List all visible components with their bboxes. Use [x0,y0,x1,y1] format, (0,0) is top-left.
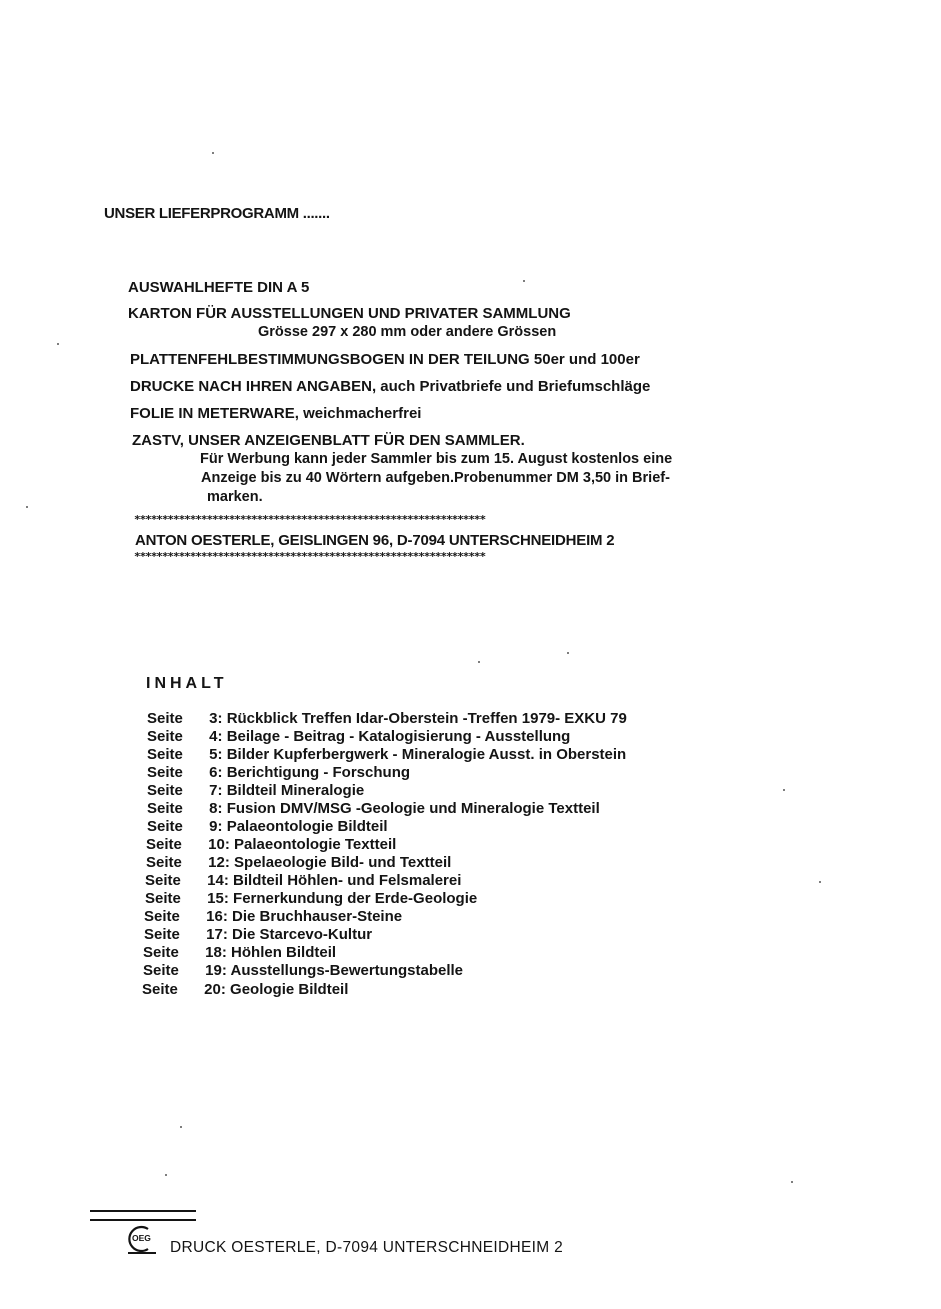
toc-page-number: 6: [209,764,223,781]
toc-title: Spelaeologie Bild- und Textteil [234,854,452,871]
toc-entry [143,962,463,980]
scan-speck [26,506,28,508]
toc-page-number: 12: [208,854,230,871]
printer-imprint: DRUCK OESTERLE, D-7094 UNTERSCHNEIDHEIM 2 [170,1239,563,1256]
toc-seite-label: Seite [147,746,183,763]
oeg-logo-text: OEG [132,1233,151,1243]
scan-speck [783,789,785,791]
toc-entry [147,818,388,836]
toc-seite-label: Seite [146,854,182,871]
toc-seite-label: Seite [147,710,183,727]
toc-title: Fernerkundung der Erde-Geologie [233,890,478,907]
scan-speck [819,881,821,883]
toc-entry [145,872,461,890]
star-rule-bottom: *************************************************************** [134,550,486,563]
oeg-logo [126,1225,160,1255]
toc-seite-label: Seite [144,926,180,943]
footer-rule-bottom [90,1219,196,1221]
toc-seite-label: Seite [147,782,183,799]
toc-seite-label: Seite [143,944,179,961]
toc-page-number: 19: [205,962,227,979]
toc-entry [143,944,336,962]
toc-title: Bildteil Höhlen- und Felsmalerei [233,872,462,889]
toc-seite-label: Seite [144,908,180,925]
toc-entry [147,728,570,746]
toc-title: Fusion DMV/MSG -Geologie und Mineralogie Textteil [226,800,600,817]
toc-entry [144,908,402,926]
toc-entry [144,926,372,944]
program-item-auswahlhefte: AUSWAHLHEFTE DIN A 5 [128,279,310,296]
toc-title: Berichtigung - Forschung [226,764,411,781]
toc-page-number: 17: [206,926,228,943]
toc-entry [142,981,348,999]
toc-seite-label: Seite [145,872,181,889]
toc-page-number: 8: [209,800,223,817]
page-heading: UNSER LIEFERPROGRAMM ....... [104,205,330,222]
toc-title: Beilage - Beitrag - Katalogisierung - Ausstellung [226,728,571,745]
toc-title: Rückblick Treffen Idar-Oberstein -Treffen 1979- EXKU 79 [226,710,627,727]
toc-seite-label: Seite [142,981,178,998]
toc-page-number: 16: [206,908,228,925]
program-item-plattenfehl: PLATTENFEHLBESTIMMUNGSBOGEN IN DER TEILUNG 50er und 100er [130,351,640,368]
program-item-zastv-detail-3: marken. [207,489,263,505]
toc-page-number: 18: [205,944,227,961]
toc-title: Die Starcevo-Kultur [232,926,373,943]
program-item-zastv: ZASTV, UNSER ANZEIGENBLATT FÜR DEN SAMMLER. [132,432,525,449]
toc-title: Bilder Kupferbergwerk - Mineralogie Ausst. in Oberstein [226,746,627,763]
toc-seite-label: Seite [143,962,179,979]
program-item-zastv-detail-1: Für Werbung kann jeder Sammler bis zum 15. August kostenlos eine [200,451,673,467]
scan-speck [212,152,214,154]
scan-speck [165,1174,167,1176]
toc-seite-label: Seite [147,818,183,835]
toc-entry [146,854,451,872]
toc-title: Palaeontologie Bildteil [226,818,388,835]
contact-address: ANTON OESTERLE, GEISLINGEN 96, D-7094 UNTERSCHNEIDHEIM 2 [135,532,615,549]
toc-seite-label: Seite [146,836,182,853]
toc-entry [147,782,364,800]
scan-speck [523,280,525,282]
toc-page-number: 14: [207,872,229,889]
program-item-zastv-detail-2: Anzeige bis zu 40 Wörtern aufgeben.Probenummer DM 3,50 in Brief- [201,470,670,486]
program-item-folie: FOLIE IN METERWARE, weichmacherfrei [130,405,422,422]
scan-speck [57,343,59,345]
toc-page-number: 7: [209,782,223,799]
star-rule-top: *************************************************************** [134,513,486,526]
footer-rule-top [90,1210,196,1212]
toc-title: Bildteil Mineralogie [226,782,365,799]
toc-page-number: 3: [209,710,223,727]
toc-page-number: 9: [209,818,223,835]
toc-entry [147,800,600,818]
toc-seite-label: Seite [147,728,183,745]
toc-entry [147,764,410,782]
toc-page-number: 15: [207,890,229,907]
oeg-logo-mark [126,1225,160,1255]
toc-entry [147,746,626,764]
toc-title: Die Bruchhauser-Steine [232,908,403,925]
scan-speck [567,652,569,654]
program-item-karton-detail: Grösse 297 x 280 mm oder andere Grössen [258,324,557,340]
scan-speck [180,1126,182,1128]
toc-page-number: 5: [209,746,223,763]
toc-title: Geologie Bildteil [230,981,349,998]
program-item-drucke: DRUCKE NACH IHREN ANGABEN, auch Privatbriefe und Briefumschläge [130,378,651,395]
toc-entry [146,836,396,854]
program-item-karton: KARTON FÜR AUSSTELLUNGEN UND PRIVATER SAMMLUNG [128,305,571,322]
toc-seite-label: Seite [147,800,183,817]
toc-title: Palaeontologie Textteil [234,836,397,853]
toc-seite-label: Seite [145,890,181,907]
toc-page-number: 10: [208,836,230,853]
scan-speck [478,661,480,663]
contents-heading: INHALT [146,675,228,692]
toc-entry [147,710,627,728]
toc-title: Ausstellungs-Bewertungstabelle [230,962,464,979]
toc-seite-label: Seite [147,764,183,781]
scan-speck [791,1181,793,1183]
toc-title: Höhlen Bildteil [231,944,337,961]
toc-entry [145,890,477,908]
toc-page-number: 20: [204,981,226,998]
toc-page-number: 4: [209,728,223,745]
